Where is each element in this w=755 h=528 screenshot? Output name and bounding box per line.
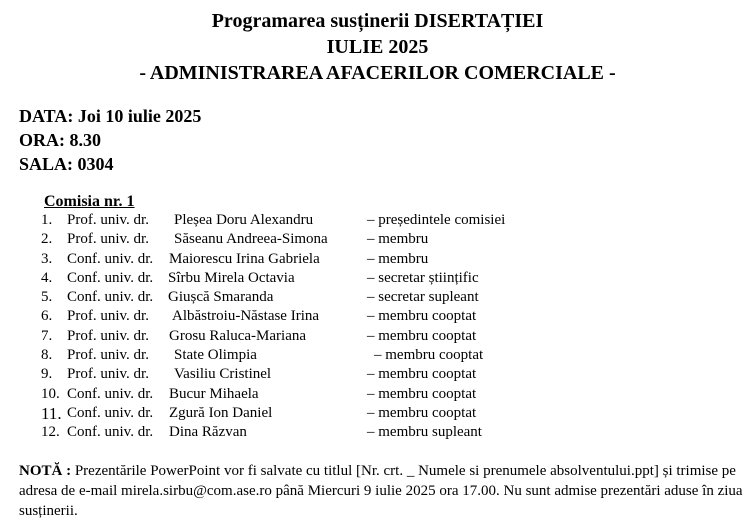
member-role: – secretar supleant: [367, 289, 479, 306]
note-text: Prezentările PowerPoint vor fi salvate cu titlul [Nr. crt. _ Numele si prenumele absolventului.ppt] și trimise pe adresa de e-mail mirela.sirbu@com.ase.ro până Miercuri 9 iulie 2025 ora 17.00. Nu sunt admise prezentări aduse în ziua susținerii.: [19, 463, 743, 519]
member-name: Pleșea Doru Alexandru: [174, 212, 314, 228]
member-number: 4.: [41, 269, 53, 286]
member-row: [19, 250, 739, 269]
member-number: 9.: [41, 366, 53, 383]
member-number: 3.: [41, 250, 53, 267]
member-row: [19, 346, 739, 365]
member-row: [19, 230, 739, 249]
member-name: Grosu Raluca-Mariana: [169, 327, 307, 344]
member-role: – președintele comisiei: [367, 212, 506, 228]
member-academic-title: Prof. univ. dr.: [67, 308, 149, 325]
note-paragraph: [19, 461, 749, 521]
member-role: – membru supleant: [367, 424, 482, 441]
member-row: [19, 385, 739, 404]
member-academic-title: Prof. univ. dr.: [67, 327, 149, 344]
member-name: Bucur Mihaela: [169, 385, 259, 402]
member-row: [19, 327, 739, 346]
member-number: 1.: [41, 212, 53, 228]
member-number: 5.: [41, 289, 53, 306]
member-number: 11.: [41, 403, 62, 423]
member-role: – membru cooptat: [367, 385, 477, 402]
member-academic-title: Conf. univ. dr.: [67, 289, 154, 306]
member-role: – membru cooptat: [367, 327, 477, 344]
member-role: – membru cooptat: [367, 366, 477, 383]
document-header: [0, 8, 755, 86]
exam-date: DATA: Joi 10 iulie 2025: [19, 106, 202, 126]
member-number: 2.: [41, 231, 53, 248]
member-name: State Olimpia: [174, 347, 257, 364]
member-academic-title: Prof. univ. dr.: [67, 231, 149, 248]
member-number: 6.: [41, 308, 53, 325]
member-academic-title: Conf. univ. dr.: [67, 250, 154, 267]
member-name: Sîrbu Mirela Octavia: [168, 269, 295, 286]
member-role: – membru cooptat: [374, 347, 484, 364]
exam-time: ORA: 8.30: [19, 130, 101, 150]
member-row: [19, 269, 739, 288]
member-row: [19, 404, 739, 423]
member-name: Albăstroiu-Năstase Irina: [172, 308, 320, 325]
note-label: NOTĂ :: [19, 463, 72, 479]
member-role: – membru cooptat: [367, 404, 477, 421]
member-number: 7.: [41, 327, 53, 344]
header-session: IULIE 2025: [326, 36, 429, 58]
member-row: [19, 288, 739, 307]
member-academic-title: Conf. univ. dr.: [67, 269, 154, 286]
exam-details: [19, 104, 201, 176]
member-row: [19, 211, 739, 230]
header-title: Programarea susținerii DISERTAȚIEI: [211, 10, 544, 32]
member-role: – membru: [367, 250, 429, 267]
member-academic-title: Prof. univ. dr.: [67, 366, 149, 383]
member-academic-title: Conf. univ. dr.: [67, 424, 154, 441]
member-academic-title: Conf. univ. dr.: [67, 404, 154, 421]
member-number: 12.: [41, 424, 60, 441]
member-role: – membru cooptat: [367, 308, 477, 325]
commission-members-list: [19, 211, 739, 443]
member-row: [19, 365, 739, 384]
member-academic-title: Conf. univ. dr.: [67, 385, 154, 402]
header-program: - ADMINISTRAREA AFACERILOR COMERCIALE -: [139, 62, 616, 84]
member-name: Giușcă Smaranda: [168, 289, 274, 306]
member-row: [19, 307, 739, 326]
member-name: Zgură Ion Daniel: [169, 404, 273, 421]
member-name: Dina Răzvan: [169, 424, 247, 441]
member-academic-title: Prof. univ. dr.: [67, 212, 149, 228]
member-number: 8.: [41, 347, 53, 364]
member-number: 10.: [41, 385, 60, 402]
member-academic-title: Prof. univ. dr.: [67, 347, 149, 364]
member-role: – secretar științific: [367, 269, 479, 286]
member-row: [19, 423, 739, 442]
member-role: – membru: [367, 231, 429, 248]
member-name: Vasiliu Cristinel: [174, 366, 272, 383]
exam-room: SALA: 0304: [19, 154, 114, 174]
member-name: Maiorescu Irina Gabriela: [169, 250, 320, 267]
member-name: Săseanu Andreea-Simona: [174, 231, 328, 248]
commission-title: Comisia nr. 1: [44, 193, 135, 210]
